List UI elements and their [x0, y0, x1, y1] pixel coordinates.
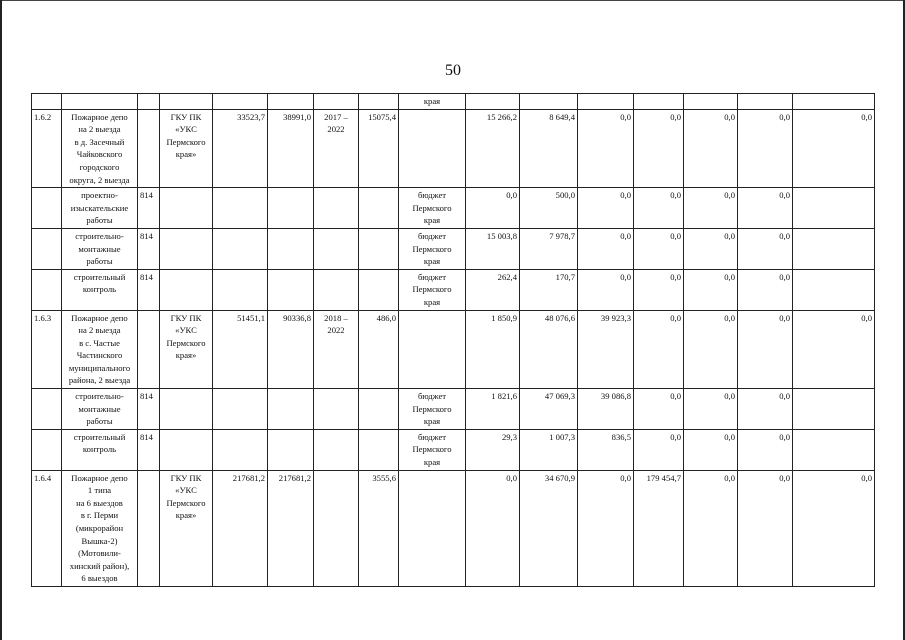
work-type: строительно- монтажные работы — [62, 389, 138, 430]
year-value: 0,0 — [684, 389, 738, 430]
row-number: 1.6.3 — [32, 310, 62, 389]
year-value: 39 923,3 — [578, 310, 634, 389]
year-value — [793, 269, 875, 310]
year-value: 0,0 — [578, 188, 634, 229]
total-cost — [268, 429, 314, 470]
funding-source: бюджет Пермского края — [399, 228, 466, 269]
estimated-cost — [213, 269, 268, 310]
estimated-cost: 217681,2 — [213, 470, 268, 586]
year-value: 0,0 — [738, 389, 793, 430]
total-cost: 38991,0 — [268, 109, 314, 188]
funding-source: бюджет Пермского края — [399, 269, 466, 310]
year-value: 0,0 — [634, 429, 684, 470]
object-name: Пожарное депо на 2 выезда в д. Засечный Чайковского городского округа, 2 выезда — [62, 109, 138, 188]
row-number — [32, 389, 62, 430]
estimated-cost: 51451,1 — [213, 310, 268, 389]
header-continuation-row — [32, 94, 875, 110]
year-value: 0,0 — [578, 269, 634, 310]
year-value: 0,0 — [634, 109, 684, 188]
code-cell — [138, 109, 160, 188]
period: 2018 – 2022 — [314, 310, 359, 389]
gr-code: 814 — [138, 269, 160, 310]
year-value — [793, 188, 875, 229]
period — [314, 228, 359, 269]
funding-source — [399, 470, 466, 586]
remaining-cost — [359, 429, 399, 470]
year-value: 7 978,7 — [520, 228, 578, 269]
table-subrow — [32, 269, 875, 310]
year-value: 8 649,4 — [520, 109, 578, 188]
period — [314, 188, 359, 229]
customer — [160, 188, 213, 229]
gr-code: 814 — [138, 188, 160, 229]
period — [314, 389, 359, 430]
code-cell — [138, 470, 160, 586]
year-value: 0,0 — [738, 310, 793, 389]
year-value: 0,0 — [634, 188, 684, 229]
table-subrow — [32, 429, 875, 470]
year-value: 0,0 — [578, 109, 634, 188]
year-value: 0,0 — [684, 228, 738, 269]
year-value — [793, 389, 875, 430]
year-value: 0,0 — [793, 109, 875, 188]
year-value: 15 266,2 — [466, 109, 520, 188]
year-value: 0,0 — [578, 228, 634, 269]
year-value: 47 069,3 — [520, 389, 578, 430]
year-value: 0,0 — [738, 228, 793, 269]
estimated-cost — [213, 429, 268, 470]
gr-code: 814 — [138, 429, 160, 470]
work-type: строительный контроль — [62, 429, 138, 470]
year-value: 15 003,8 — [466, 228, 520, 269]
year-value: 0,0 — [738, 109, 793, 188]
estimated-cost — [213, 228, 268, 269]
row-number — [32, 429, 62, 470]
row-number — [32, 269, 62, 310]
row-number — [32, 228, 62, 269]
year-value: 0,0 — [793, 470, 875, 586]
remaining-cost — [359, 228, 399, 269]
remaining-cost: 486,0 — [359, 310, 399, 389]
year-value: 1 821,6 — [466, 389, 520, 430]
year-value: 0,0 — [738, 269, 793, 310]
customer — [160, 269, 213, 310]
year-value: 500,0 — [520, 188, 578, 229]
period — [314, 470, 359, 586]
source-header-cell: края — [399, 94, 466, 110]
remaining-cost — [359, 389, 399, 430]
year-value: 0,0 — [466, 470, 520, 586]
total-cost: 217681,2 — [268, 470, 314, 586]
remaining-cost — [359, 269, 399, 310]
page-edge-top — [0, 0, 905, 1]
year-value: 0,0 — [466, 188, 520, 229]
year-value — [793, 228, 875, 269]
year-value: 48 076,6 — [520, 310, 578, 389]
customer: ГКУ ПК «УКС Пермского края» — [160, 310, 213, 389]
year-value: 34 670,9 — [520, 470, 578, 586]
year-value: 0,0 — [738, 429, 793, 470]
gr-code: 814 — [138, 389, 160, 430]
year-value: 0,0 — [738, 188, 793, 229]
total-cost — [268, 269, 314, 310]
year-value: 0,0 — [793, 310, 875, 389]
page-edge-left — [0, 0, 2, 640]
page-number: 50 — [445, 62, 461, 79]
year-value — [793, 429, 875, 470]
year-value: 29,3 — [466, 429, 520, 470]
row-number: 1.6.2 — [32, 109, 62, 188]
work-type: строительный контроль — [62, 269, 138, 310]
funding-source: бюджет Пермского края — [399, 429, 466, 470]
funding-source: бюджет Пермского края — [399, 389, 466, 430]
estimated-cost — [213, 389, 268, 430]
object-name: Пожарное депо 1 типа на 6 выездов в г. Перми (микрорайон Вышка-2) (Мотовили- хинский район), 6 выездов — [62, 470, 138, 586]
year-value: 0,0 — [684, 429, 738, 470]
customer: ГКУ ПК «УКС Пермского края» — [160, 470, 213, 586]
row-number — [32, 188, 62, 229]
code-cell — [138, 310, 160, 389]
total-cost — [268, 389, 314, 430]
year-value: 1 850,9 — [466, 310, 520, 389]
customer — [160, 429, 213, 470]
program-table — [31, 93, 875, 587]
remaining-cost — [359, 188, 399, 229]
remaining-cost: 15075,4 — [359, 109, 399, 188]
work-type: строительно- монтажные работы — [62, 228, 138, 269]
year-value: 0,0 — [684, 109, 738, 188]
total-cost: 90336,8 — [268, 310, 314, 389]
estimated-cost: 33523,7 — [213, 109, 268, 188]
customer: ГКУ ПК «УКС Пермского края» — [160, 109, 213, 188]
table-row — [32, 470, 875, 586]
year-value: 0,0 — [634, 310, 684, 389]
remaining-cost: 3555,6 — [359, 470, 399, 586]
row-number: 1.6.4 — [32, 470, 62, 586]
year-value: 0,0 — [634, 269, 684, 310]
table-subrow — [32, 228, 875, 269]
period — [314, 429, 359, 470]
period — [314, 269, 359, 310]
table-row — [32, 310, 875, 389]
period: 2017 – 2022 — [314, 109, 359, 188]
year-value: 0,0 — [684, 470, 738, 586]
funding-source — [399, 109, 466, 188]
customer — [160, 228, 213, 269]
table-subrow — [32, 389, 875, 430]
year-value: 0,0 — [684, 188, 738, 229]
customer — [160, 389, 213, 430]
year-value: 179 454,7 — [634, 470, 684, 586]
year-value: 0,0 — [578, 470, 634, 586]
year-value: 836,5 — [578, 429, 634, 470]
work-type: проектно- изыскательские работы — [62, 188, 138, 229]
total-cost — [268, 228, 314, 269]
funding-source — [399, 310, 466, 389]
year-value: 0,0 — [634, 228, 684, 269]
estimated-cost — [213, 188, 268, 229]
year-value: 0,0 — [684, 269, 738, 310]
table-subrow — [32, 188, 875, 229]
year-value: 0,0 — [684, 310, 738, 389]
object-name: Пожарное депо на 2 выезда в с. Частые Частинского муниципального района, 2 выезда — [62, 310, 138, 389]
year-value: 1 007,3 — [520, 429, 578, 470]
table-row — [32, 109, 875, 188]
year-value: 0,0 — [738, 470, 793, 586]
year-value: 39 086,8 — [578, 389, 634, 430]
year-value: 0,0 — [634, 389, 684, 430]
year-value: 262,4 — [466, 269, 520, 310]
gr-code: 814 — [138, 228, 160, 269]
year-value: 170,7 — [520, 269, 578, 310]
funding-source: бюджет Пермского края — [399, 188, 466, 229]
total-cost — [268, 188, 314, 229]
